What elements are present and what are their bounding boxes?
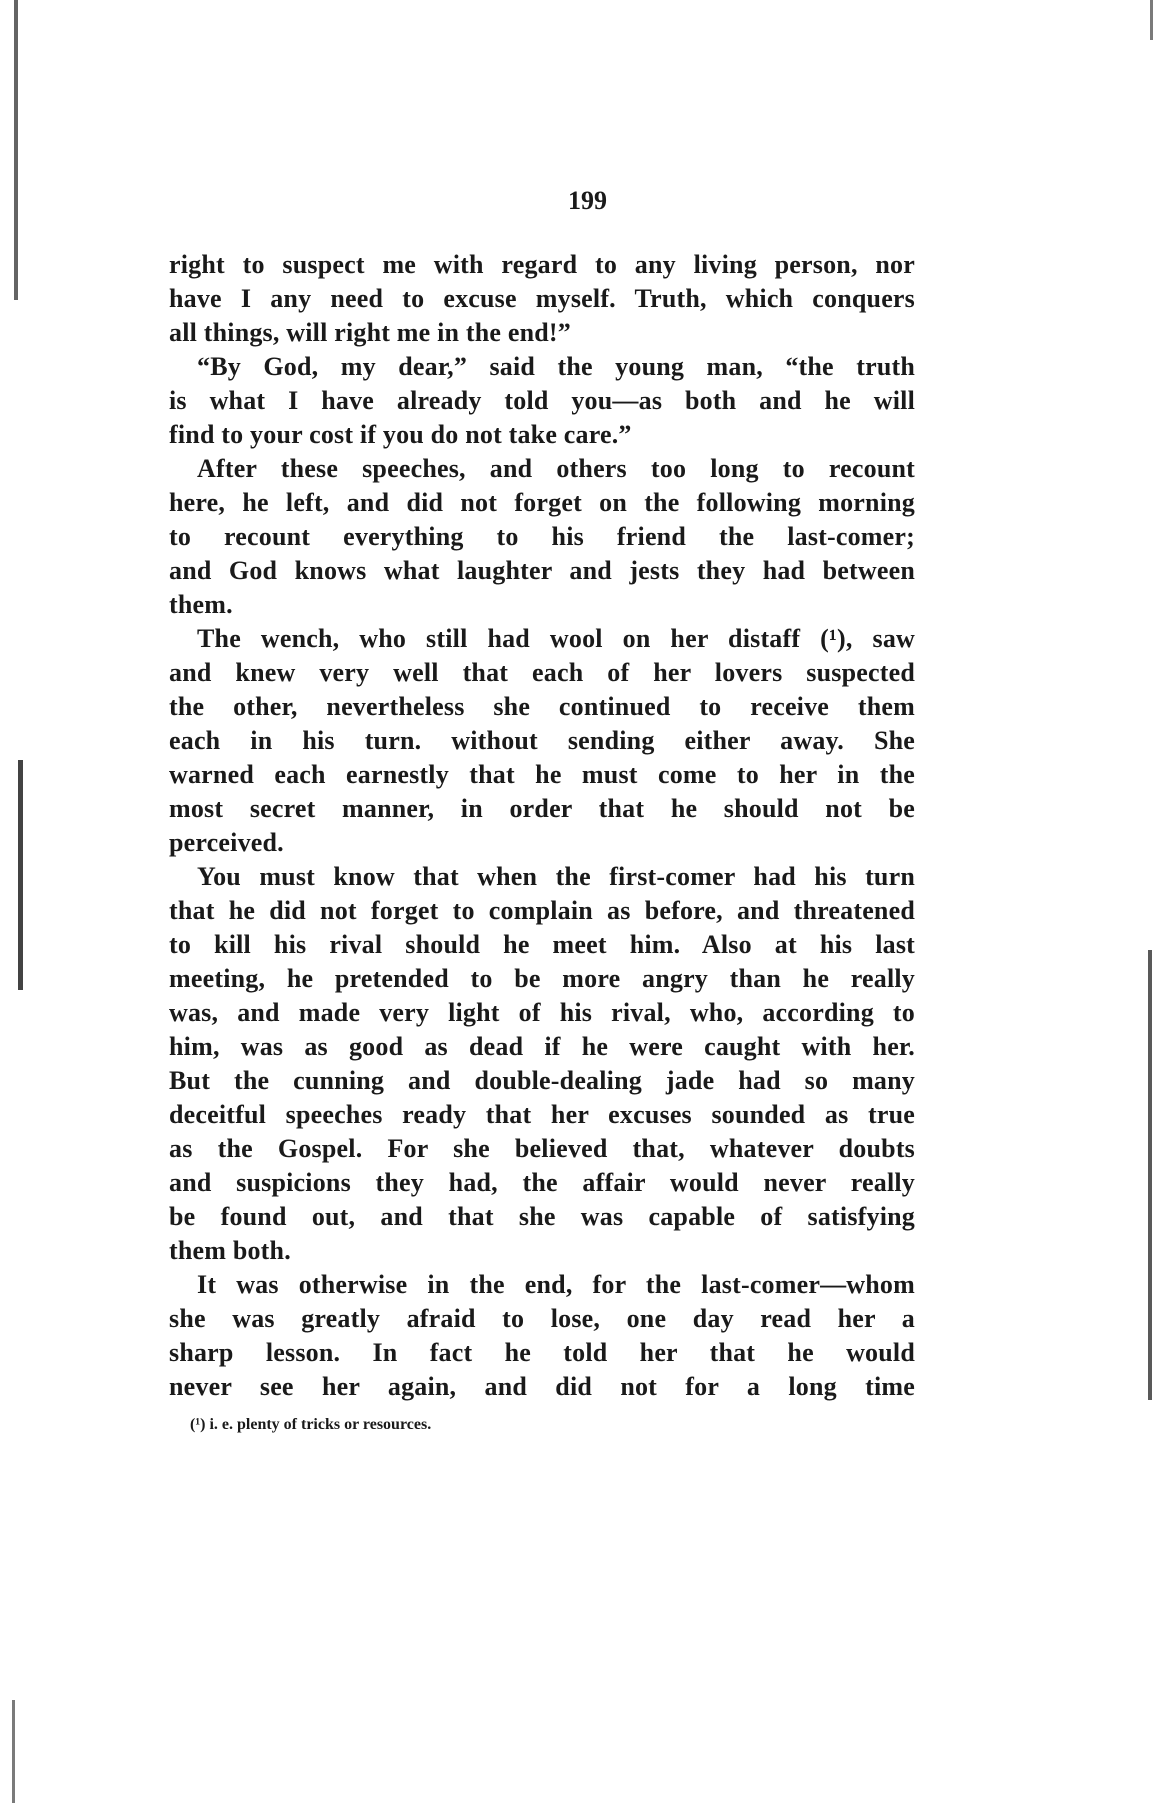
page-number: 199 [568,186,607,215]
text-line: him, was as good as dead if he were caught with her. [169,1032,915,1061]
text-line: find to your cost if you do not take care.” [169,420,632,449]
scan-edge-mark [14,0,18,300]
text-line: the other, nevertheless she continued to receive them [169,692,915,721]
text-line: to kill his rival should he meet him. Also at his last [169,930,915,959]
text-line: all things, will right me in the end!” [169,318,571,347]
text-line: each in his turn. without sending either away. She [169,726,915,755]
text-line: them both. [169,1236,291,1265]
footnote: (¹) i. e. plenty of tricks or resources. [190,1416,432,1433]
body-text [169,248,915,1404]
scan-edge-mark [1150,0,1153,40]
text-line: be found out, and that she was capable of satisfying [169,1202,915,1231]
text-line: sharp lesson. In fact he told her that he would [169,1338,915,1367]
text-line: that he did not forget to complain as before, and threatened [169,896,915,925]
text-line: You must know that when the first-comer had his turn [197,862,915,891]
scan-edge-mark [1148,950,1152,1400]
text-line: is what I have already told you—as both and he will [169,386,915,415]
text-line: “By God, my dear,” said the young man, “the truth [197,352,915,381]
text-line: It was otherwise in the end, for the last-comer—whom [197,1270,915,1299]
text-line: deceitful speeches ready that her excuses sounded as true [169,1100,915,1129]
scan-edge-mark [12,1700,15,1803]
text-line: was, and made very light of his rival, who, according to [169,998,915,1027]
text-line: warned each earnestly that he must come to her in the [169,760,915,789]
text-line: never see her again, and did not for a long time [169,1372,915,1401]
text-line: and knew very well that each of her lovers suspected [169,658,915,687]
text-line: as the Gospel. For she believed that, whatever doubts [169,1134,915,1163]
text-line: After these speeches, and others too long to recount [197,454,915,483]
scan-edge-mark [18,760,23,990]
text-line: here, he left, and did not forget on the following morning [169,488,915,517]
text-line: and suspicions they had, the affair would never really [169,1168,915,1197]
text-line: But the cunning and double-dealing jade had so many [169,1066,915,1095]
text-line: most secret manner, in order that he should not be [169,794,915,823]
text-line: she was greatly afraid to lose, one day read her a [169,1304,915,1333]
text-line: to recount everything to his friend the last-comer; [169,522,915,551]
text-line: and God knows what laughter and jests they had between [169,556,915,585]
text-line: have I any need to excuse myself. Truth, which conquers [169,284,915,313]
text-line: right to suspect me with regard to any living person, nor [169,250,915,279]
text-line: perceived. [169,828,284,857]
text-line: The wench, who still had wool on her distaff (¹), saw [197,624,915,653]
text-line: meeting, he pretended to be more angry than he really [169,964,915,993]
text-line: them. [169,590,233,619]
